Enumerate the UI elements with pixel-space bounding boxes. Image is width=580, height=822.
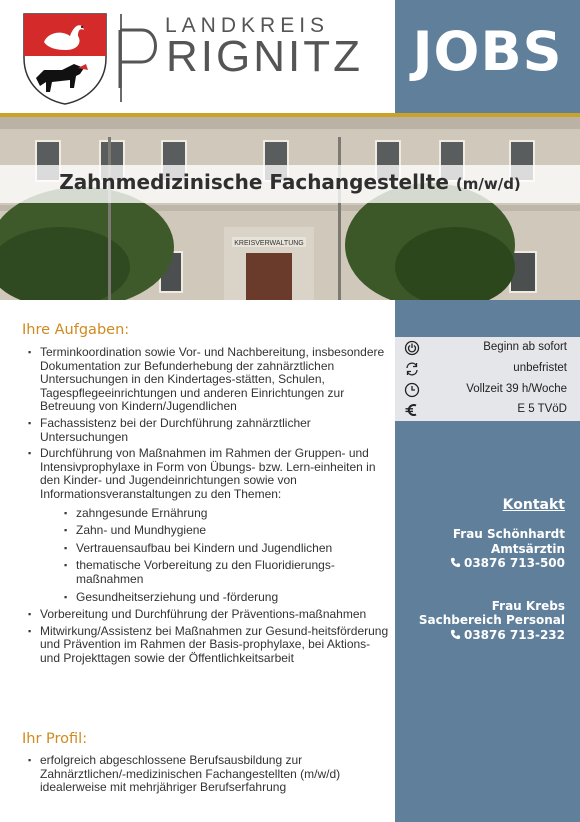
- themen-list: [64, 507, 390, 605]
- job-title-main: Zahnmedizinische Fachangestellte: [59, 170, 449, 194]
- info-salary-text: E 5 TVöD: [517, 403, 567, 415]
- list-item: ▪ erfolgreich abgeschlossene Berufsausbildung zur Zahnärztlichen/-medizinischen Fachangestellten (m/w/d) idealerweise mit mehrjähriger Berufserfahrung: [28, 754, 390, 795]
- list-item: ▪ Fachassistenz bei der Durchführung zahnärztlicher Untersuchungen: [28, 417, 390, 444]
- logo-prignitz: RIGNITZ: [166, 32, 363, 81]
- contact-heading: Kontakt: [502, 497, 565, 513]
- logo-landkreis: LANDKREIS: [165, 14, 330, 37]
- sub-list-item: ▪ thematische Vorbereitung zu den Fluoridierungs-maßnahmen: [64, 559, 390, 586]
- contact1-role: Amtsärztin: [490, 542, 565, 556]
- logo-big-p-icon: [116, 28, 166, 90]
- contact1-phone-line[interactable]: [450, 556, 565, 570]
- jobs-label: JOBS: [412, 20, 563, 83]
- list-item: ▪ Terminkoordination sowie Vor- und Nachbereitung, insbesondere Dokumentation zur Befunderhebung der zahnärztlichen Untersuchungen in den Kindertages-stätten, Schulen, Tagespflegeeinrichtungen und anderen Einrichtungen zur Betreuung von Kindern/Jugendlichen: [28, 346, 390, 414]
- refresh-icon: [404, 361, 420, 377]
- info-box: [395, 337, 580, 421]
- photo-sign: KREISVERWALTUNG: [234, 240, 304, 247]
- info-row-hours: [395, 380, 580, 400]
- power-icon: [404, 340, 420, 356]
- aufgaben-list: [28, 346, 390, 668]
- contact2-phone[interactable]: 03876 713-232: [463, 628, 565, 642]
- job-title-suffix: (m/w/d): [455, 175, 521, 193]
- list-item: ▪ Vorbereitung und Durchführung der Präventions-maßnahmen: [28, 608, 390, 622]
- sub-list-item: ▪ Zahn- und Mundhygiene: [64, 524, 390, 538]
- building-photo-graphic: [0, 117, 580, 300]
- contact2-role: Sachbereich Personal: [418, 613, 565, 627]
- info-row-start: [395, 338, 580, 358]
- clock-icon: [404, 382, 420, 398]
- header: [0, 0, 580, 113]
- euro-icon: [404, 402, 420, 418]
- sub-list-item: ▪ Gesundheitserziehung und -förderung: [64, 591, 390, 605]
- aufgaben-heading: Ihre Aufgaben:: [22, 322, 130, 338]
- profil-list: [28, 754, 390, 798]
- info-hours-text: Vollzeit 39 h/Woche: [466, 383, 567, 395]
- profil-heading: Ihr Profil:: [22, 731, 88, 747]
- info-start-text: Beginn ab sofort: [483, 341, 567, 353]
- jobs-panel: [395, 0, 580, 113]
- contact1-phone[interactable]: 03876 713-500: [463, 556, 565, 570]
- info-contract-text: unbefristet: [513, 362, 567, 374]
- building-photo: [0, 117, 580, 300]
- job-title: [0, 170, 580, 194]
- contact1-name: Frau Schönhardt: [452, 527, 565, 541]
- coat-of-arms-icon: [22, 12, 108, 106]
- contact2-phone-line[interactable]: [450, 628, 565, 642]
- list-item-text: Durchführung von Maßnahmen im Rahmen der Gruppen- und Intensivprophylaxe in Form von Übungs- bzw. Lern-einheiten in den Kinder- und Jugendeinrichtungen sowie von Informationsveranstaltungen zu den Themen:: [40, 446, 376, 501]
- list-item: [28, 447, 390, 604]
- phone-icon: [450, 629, 461, 640]
- phone-icon: [450, 557, 461, 568]
- info-row-contract: [395, 359, 580, 379]
- sub-list-item: ▪ Vertrauensaufbau bei Kindern und Jugendlichen: [64, 542, 390, 556]
- list-item: ▪ Mitwirkung/Assistenz bei Maßnahmen zur Gesund-heitsförderung und Prävention im Rahmen der Basis-prophylaxe, bei Aktions- und Projekttagen sowie der Öffentlichkeitsarbeit: [28, 625, 390, 666]
- sub-list-item: ▪ zahngesunde Ernährung: [64, 507, 390, 521]
- contact2-name: Frau Krebs: [491, 599, 565, 613]
- info-row-salary: [395, 400, 580, 420]
